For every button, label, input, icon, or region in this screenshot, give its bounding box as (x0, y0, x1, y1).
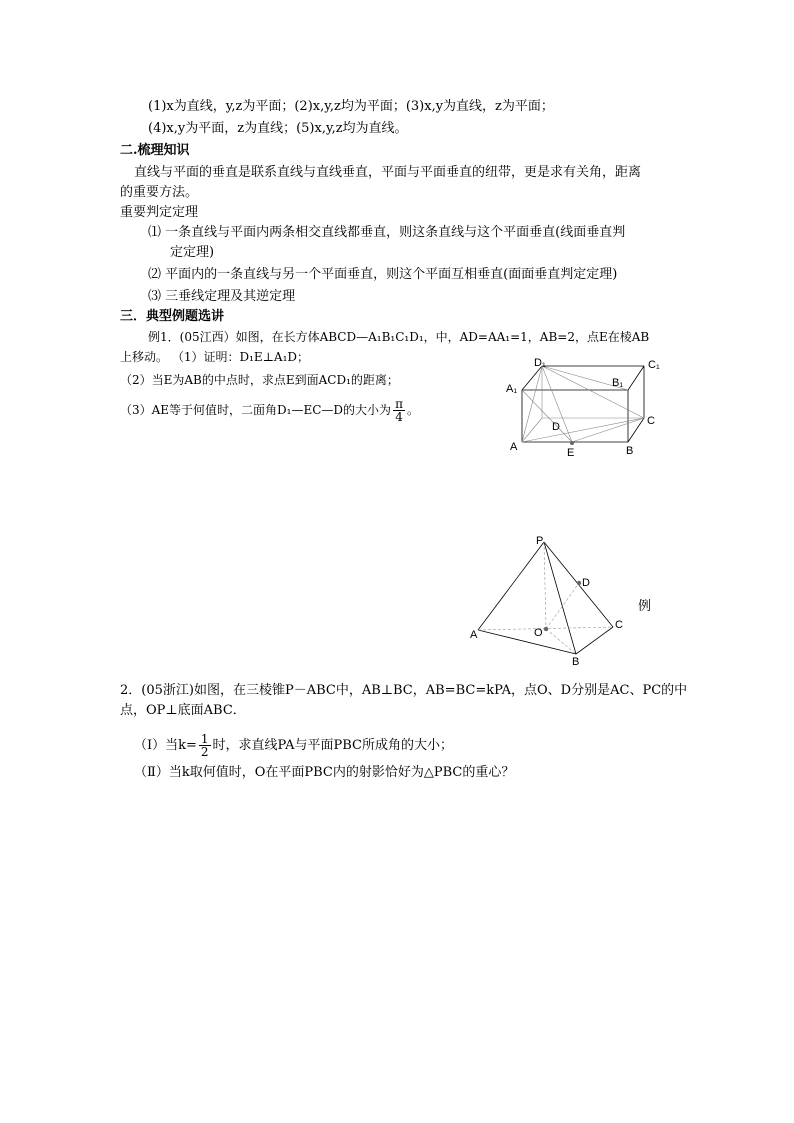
vertex-label: B (572, 656, 580, 668)
text-line: ⑶ 三垂线定理及其逆定理 (148, 289, 296, 304)
vertex-label: C₁ (648, 359, 660, 371)
vertex-label: D₁ (534, 357, 546, 369)
text-span: （Ⅰ）当k= (134, 738, 197, 753)
fraction-denominator: 2 (200, 745, 209, 759)
point-o (544, 627, 548, 631)
text-line: ⑵ 平面内的一条直线与另一个平面垂直，则这个平面互相垂直(面面垂直判定定理) (148, 267, 618, 282)
text-line: 2．(05浙江)如图，在三棱锥P－ABC中，AB⊥BC，AB=BC=kPA，点O、D分别是AC、PC的中 (120, 683, 688, 698)
fraction-pi-over-4 (393, 398, 405, 423)
vertex-label: A (470, 629, 478, 641)
figure-tetrahedron (466, 532, 636, 672)
text-line: 上移动。 （1）证明：D₁E⊥A₁D； (120, 350, 310, 364)
fraction-one-half (199, 733, 211, 758)
vertex-label: O (534, 627, 543, 639)
text-span: 时，求直线PA与平面PBC所成角的大小； (212, 738, 453, 753)
vertex-label: A (510, 441, 518, 453)
example-label: 例 (638, 599, 652, 614)
fraction-denominator: 4 (395, 410, 403, 424)
text-line: 的重要方法。 (120, 185, 199, 200)
vertex-label: A₁ (506, 383, 518, 395)
text-line: ⑴ 一条直线与平面内两条相交直线都垂直，则这条直线与这个平面垂直(线面垂直判 (148, 225, 626, 240)
vertex-label: C (615, 619, 623, 631)
text-line: (1)x为直线，y,z为平面；(2)x,y,z均为平面；(3)x,y为直线，z为平面； (148, 99, 554, 114)
vertex-label: B₁ (612, 377, 624, 389)
point-d (577, 581, 581, 585)
section-heading: 三．典型例题选讲 (120, 309, 225, 324)
vertex-label: C (647, 415, 655, 427)
vertex-label: P (536, 535, 544, 547)
text-span: 。 (406, 403, 419, 417)
vertex-label: D (552, 421, 560, 433)
text-line: (4)x,y为平面，z为直线；(5)x,y,z均为直线。 (148, 121, 408, 136)
text-line (134, 733, 453, 758)
figure-cuboid (500, 350, 670, 460)
point-e (570, 441, 574, 445)
text-span: （3）AE等于何值时，二面角D₁—EC—D的大小为 (120, 403, 392, 417)
text-line: （Ⅱ）当k取何值时，O在平面PBC内的射影恰好为△PBC的重心？ (134, 765, 515, 780)
fraction-numerator: 1 (200, 732, 209, 746)
text-line: 重要判定定理 (120, 205, 199, 220)
text-line: 点，OP⊥底面ABC． (120, 703, 246, 718)
text-line: 直线与平面的垂直是联系直线与直线垂直，平面与平面垂直的纽带，更是求有关角，距离 (134, 165, 642, 180)
fraction-numerator: π (395, 397, 403, 411)
text-line (120, 398, 419, 423)
text-line: 例1．(05江西）如图，在长方体ABCD—A₁B₁C₁D₁，中，AD=AA₁=1，AB=2，点E在棱AB (148, 330, 650, 344)
section-heading: 二.梳理知识 (120, 143, 190, 158)
vertex-label: E (567, 447, 575, 459)
text-line: 定定理) (170, 245, 215, 260)
vertex-label: D (582, 577, 590, 589)
vertex-label: B (626, 445, 634, 457)
text-line: （2）当E为AB的中点时，求点E到面ACD₁的距离； (120, 373, 399, 387)
